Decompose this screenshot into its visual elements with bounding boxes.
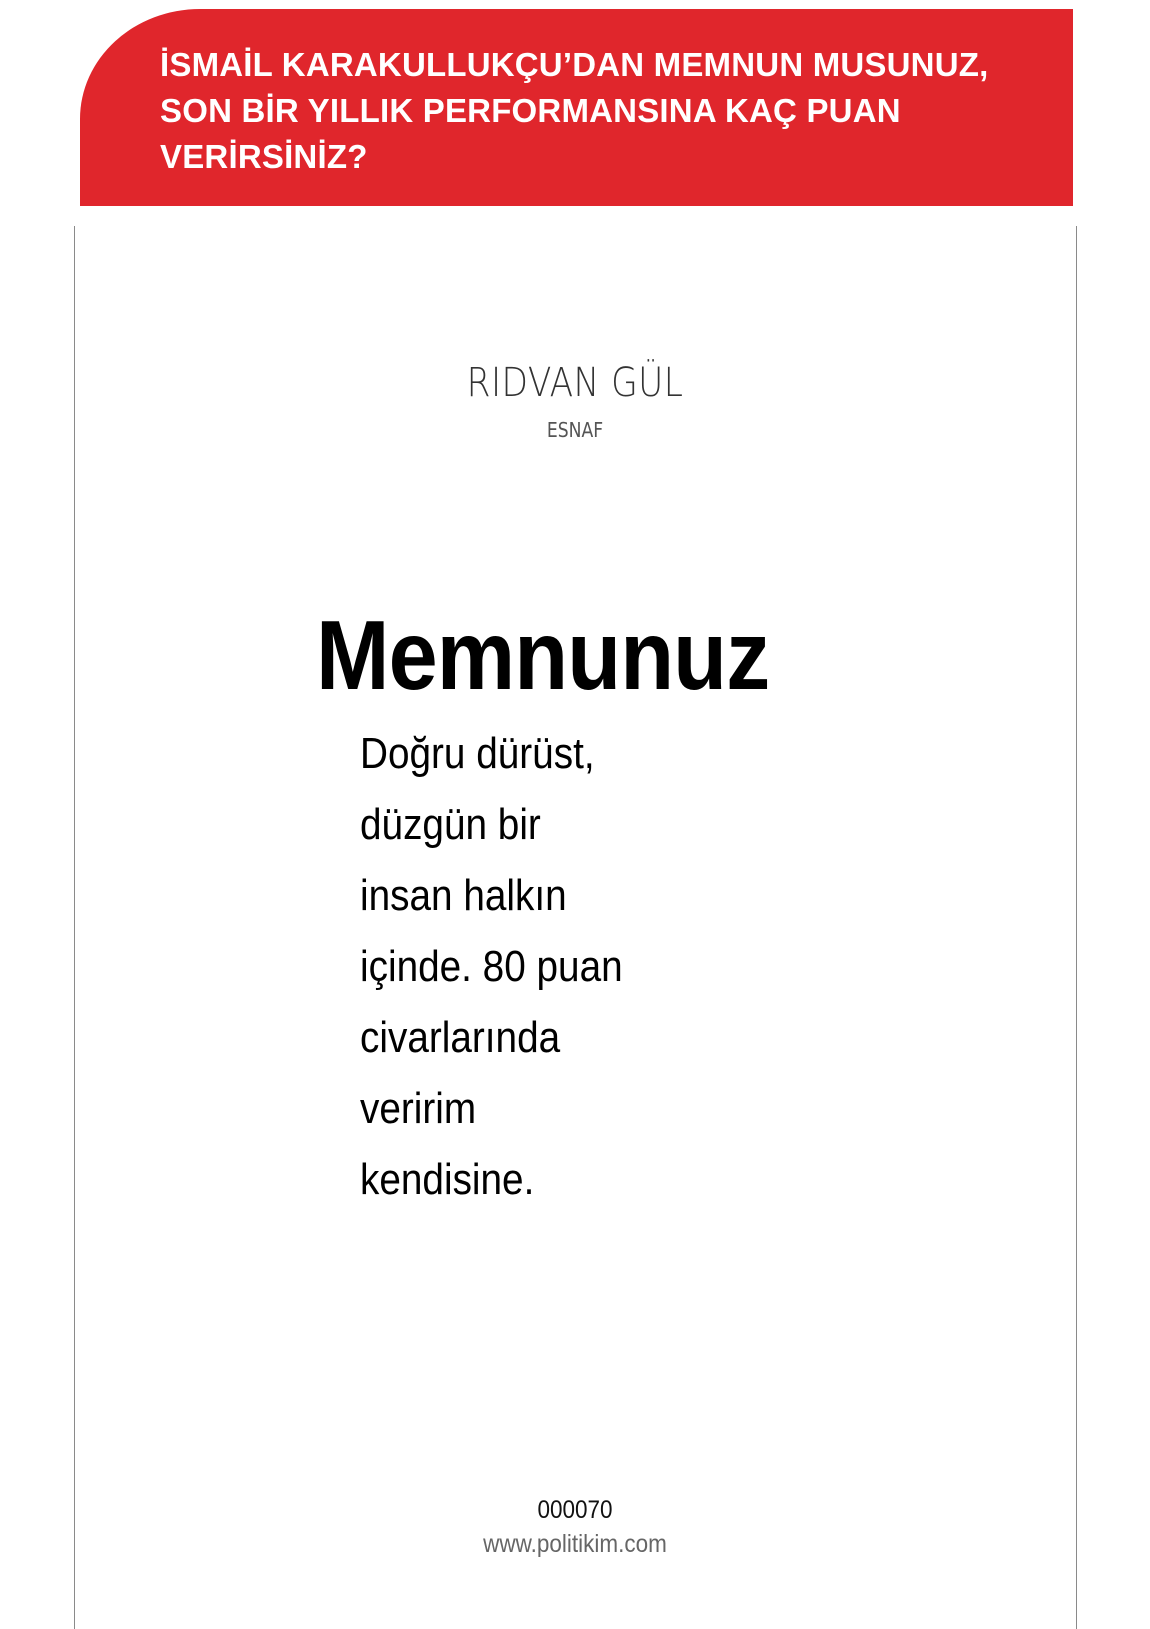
- reference-number: 000070: [537, 1496, 613, 1524]
- respondent-role: ESNAF: [546, 418, 604, 442]
- website-link: www.politikim.com: [483, 1530, 667, 1558]
- question-line-1: İSMAİL KARAKULLUKÇU’DAN MEMNUN MUSUNUZ,: [160, 46, 989, 83]
- comment-line: insan halkın: [360, 871, 567, 920]
- card-border-right: [1076, 226, 1077, 1629]
- comment-line: düzgün bir: [360, 800, 541, 849]
- question-line-2: SON BİR YILLIK PERFORMANSINA KAÇ PUAN: [160, 92, 901, 129]
- header-banner: [80, 9, 1073, 206]
- comment-line: Doğru dürüst,: [360, 729, 595, 778]
- survey-question: [160, 42, 1033, 180]
- comment-line: civarlarında: [360, 1013, 561, 1062]
- question-line-3: VERİRSİNİZ?: [160, 138, 368, 175]
- comment-line: kendisine.: [360, 1155, 535, 1204]
- answer-verdict: Memnunuz: [316, 600, 770, 710]
- answer-comment: [360, 718, 650, 1215]
- comment-line: içinde. 80 puan: [360, 942, 623, 991]
- card-border-left: [74, 226, 75, 1629]
- respondent-name: RIDVAN GÜL: [466, 360, 684, 406]
- comment-line: veririm: [360, 1084, 477, 1133]
